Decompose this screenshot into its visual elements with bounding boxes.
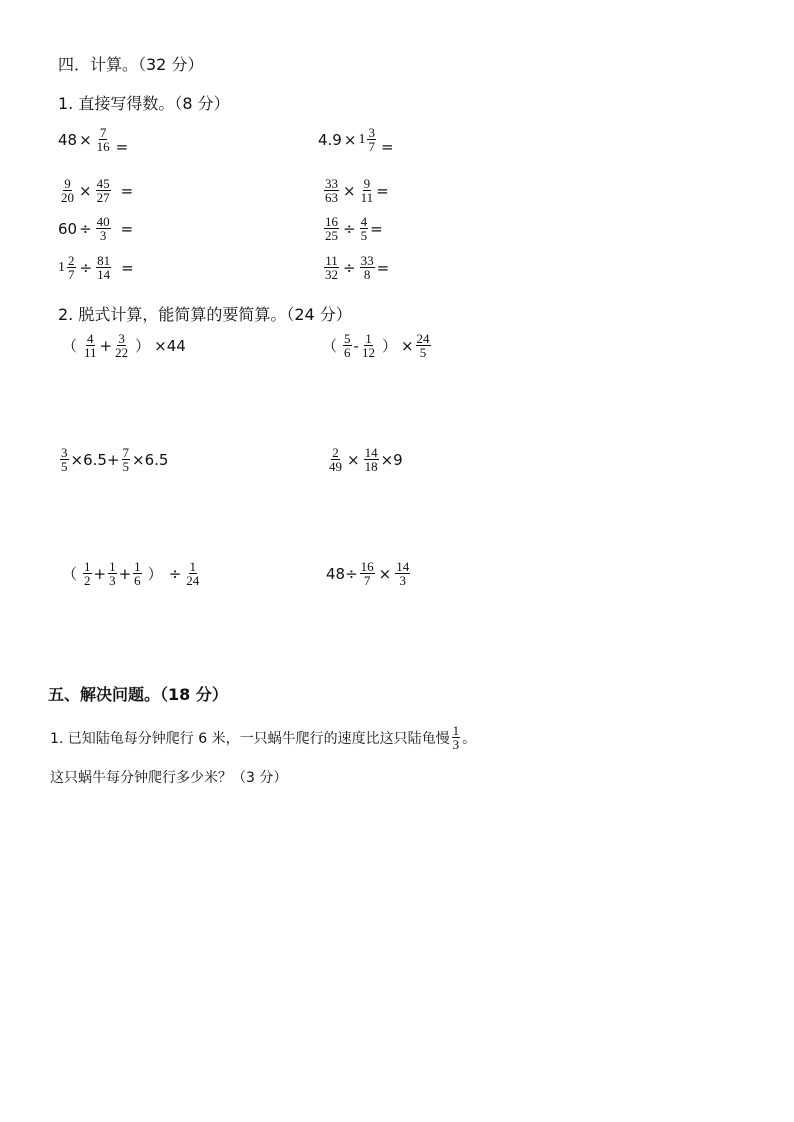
denominator: 7: [68, 267, 75, 282]
q2-expression-b: [318, 332, 433, 359]
numerator: 9: [64, 176, 71, 191]
equals-sign: =: [121, 258, 134, 277]
expression-lead: 48÷: [326, 564, 358, 583]
denominator: 22: [115, 345, 129, 360]
expression-middle: ×6.5+: [70, 450, 120, 469]
equals-sign: =: [376, 258, 390, 277]
fraction: [360, 560, 375, 587]
numerator: 1: [452, 723, 460, 738]
fraction: [360, 177, 375, 204]
q1-expression-h: [322, 254, 389, 281]
q2-expression-c: [58, 446, 168, 473]
q2-expression-a: [58, 332, 186, 359]
numerator: 14: [396, 559, 410, 574]
numerator: 3: [61, 445, 68, 460]
equals-sign: =: [380, 137, 394, 156]
numerator: 16: [360, 559, 374, 574]
fraction: [114, 332, 129, 359]
denominator: 5: [61, 459, 68, 474]
numerator: 3: [118, 331, 125, 346]
left-paren: （: [62, 337, 78, 355]
expression-tail: ×44: [154, 336, 186, 355]
fraction: [416, 332, 431, 359]
fraction: [60, 177, 75, 204]
denominator: 3: [399, 573, 406, 588]
problem-1-line-2: 这只蜗牛每分钟爬行多少米？（3 分）: [50, 770, 288, 786]
denominator: 6: [134, 573, 141, 588]
fraction: [133, 560, 142, 587]
problem-text: 1. 已知陆龟每分钟爬行 6 米，一只蜗牛爬行的速度比这只陆龟慢: [50, 730, 450, 747]
fraction: [328, 446, 343, 473]
fraction: [60, 446, 69, 473]
expression-tail: ×9: [380, 450, 403, 469]
question-2-title: 2. 脱式计算，能简算的要简算。（24 分）: [58, 305, 352, 324]
left-paren: （: [62, 565, 78, 583]
fraction: [83, 332, 98, 359]
punctuation: 。: [462, 730, 477, 747]
numerator: 16: [325, 214, 338, 229]
operator: ÷: [79, 219, 92, 238]
denominator: 2: [84, 573, 91, 588]
numerator: 5: [344, 331, 351, 346]
operator: ×: [343, 130, 357, 149]
numerator: 1: [84, 559, 91, 574]
fraction: [67, 254, 76, 281]
equals-sign: =: [120, 181, 134, 200]
operator: ÷: [343, 219, 356, 238]
q1-expression-c: [58, 177, 133, 204]
fraction: [360, 254, 375, 281]
fraction: [452, 724, 461, 751]
numerator: 11: [325, 253, 338, 268]
denominator: 18: [364, 459, 378, 474]
equals-sign: =: [376, 181, 389, 200]
numerator: 2: [332, 445, 339, 460]
fraction: [364, 446, 379, 473]
denominator: 16: [96, 139, 110, 154]
numerator: 4: [87, 331, 94, 346]
numerator: 1: [365, 331, 372, 346]
equals-sign: =: [120, 219, 134, 238]
denominator: 63: [325, 190, 338, 205]
operator: ÷: [343, 258, 356, 277]
numerator: 7: [122, 445, 129, 460]
mixed-whole: 1: [358, 131, 366, 147]
denominator: 3: [452, 737, 460, 752]
numerator: 14: [364, 445, 378, 460]
denominator: 7: [368, 139, 375, 154]
question-1-title: 1. 直接写得数。（8 分）: [58, 94, 230, 113]
denominator: 3: [99, 228, 107, 243]
section-5-title: 五、解决问题。（18 分）: [48, 685, 228, 704]
denominator: 7: [363, 573, 371, 588]
numerator: 1: [109, 559, 116, 574]
fraction: [360, 215, 369, 242]
q1-expression-b: [318, 125, 394, 156]
q1-expression-e: [58, 215, 133, 242]
operator: ×: [347, 450, 360, 469]
fraction: [96, 177, 111, 204]
denominator: 5: [122, 459, 129, 474]
numerator: 3: [368, 125, 375, 140]
numerator: 45: [96, 176, 110, 191]
operator: ×: [79, 130, 92, 149]
fraction: [324, 215, 339, 242]
whole-number: 60: [58, 219, 78, 238]
fraction: [324, 254, 339, 281]
fraction: [367, 126, 376, 153]
operator: -: [353, 336, 359, 355]
numerator: 7: [99, 125, 107, 140]
q1-expression-g: [58, 254, 134, 281]
denominator: 25: [325, 228, 338, 243]
right-paren: ）: [381, 337, 397, 355]
denominator: 14: [97, 267, 111, 282]
denominator: 49: [329, 459, 342, 474]
denominator: 8: [363, 267, 371, 282]
mixed-whole: 1: [58, 259, 65, 275]
section-4-title: 四．计算。（32 分）: [58, 55, 204, 74]
fraction: [185, 560, 200, 587]
denominator: 11: [360, 190, 374, 205]
fraction: [96, 126, 111, 153]
denominator: 5: [419, 345, 427, 360]
operator: ×: [400, 336, 414, 355]
denominator: 24: [186, 573, 200, 588]
denominator: 12: [361, 345, 375, 360]
numerator: 1: [134, 559, 141, 574]
equals-sign: =: [370, 219, 383, 238]
fraction: [108, 560, 117, 587]
expression-tail: ×6.5: [132, 450, 169, 469]
fraction: [83, 560, 92, 587]
fraction: [122, 446, 131, 473]
whole-number: 4.9: [318, 130, 342, 149]
equals-sign: =: [115, 137, 129, 156]
right-paren: ）: [147, 565, 163, 583]
numerator: 24: [416, 331, 430, 346]
operator: ×: [378, 564, 392, 583]
denominator: 3: [109, 573, 116, 588]
whole-number: 48: [58, 130, 78, 149]
operator: ÷: [79, 258, 93, 277]
fraction: [96, 254, 111, 281]
q1-expression-a: [58, 125, 129, 156]
denominator: 5: [360, 228, 368, 243]
operator: ÷: [168, 564, 182, 583]
fraction: [395, 560, 410, 587]
fraction: [343, 332, 352, 359]
denominator: 6: [344, 345, 351, 360]
numerator: 1: [189, 559, 197, 574]
left-paren: （: [322, 337, 338, 355]
operator: +: [99, 336, 113, 355]
operator: +: [93, 564, 107, 583]
numerator: 9: [363, 176, 371, 191]
denominator: 27: [96, 190, 110, 205]
numerator: 2: [68, 253, 75, 268]
q2-expression-d: [326, 446, 403, 473]
numerator: 4: [360, 214, 368, 229]
numerator: 33: [360, 253, 374, 268]
fraction: [324, 177, 339, 204]
q2-expression-f: [326, 560, 412, 587]
denominator: 20: [61, 190, 74, 205]
numerator: 33: [325, 176, 338, 191]
mixed-number: [58, 254, 78, 281]
fraction: [96, 215, 111, 242]
denominator: 32: [325, 267, 338, 282]
operator: ×: [79, 181, 92, 200]
denominator: 11: [84, 345, 97, 360]
q1-expression-d: [322, 177, 389, 204]
q1-expression-f: [322, 215, 383, 242]
fraction: [361, 332, 376, 359]
numerator: 40: [96, 214, 110, 229]
q2-expression-e: [58, 560, 202, 587]
right-paren: ）: [135, 337, 151, 355]
operator: +: [118, 564, 132, 583]
operator: ×: [343, 181, 356, 200]
mixed-number: [358, 126, 378, 153]
numerator: 81: [97, 253, 111, 268]
problem-1-line-1: [50, 724, 476, 751]
